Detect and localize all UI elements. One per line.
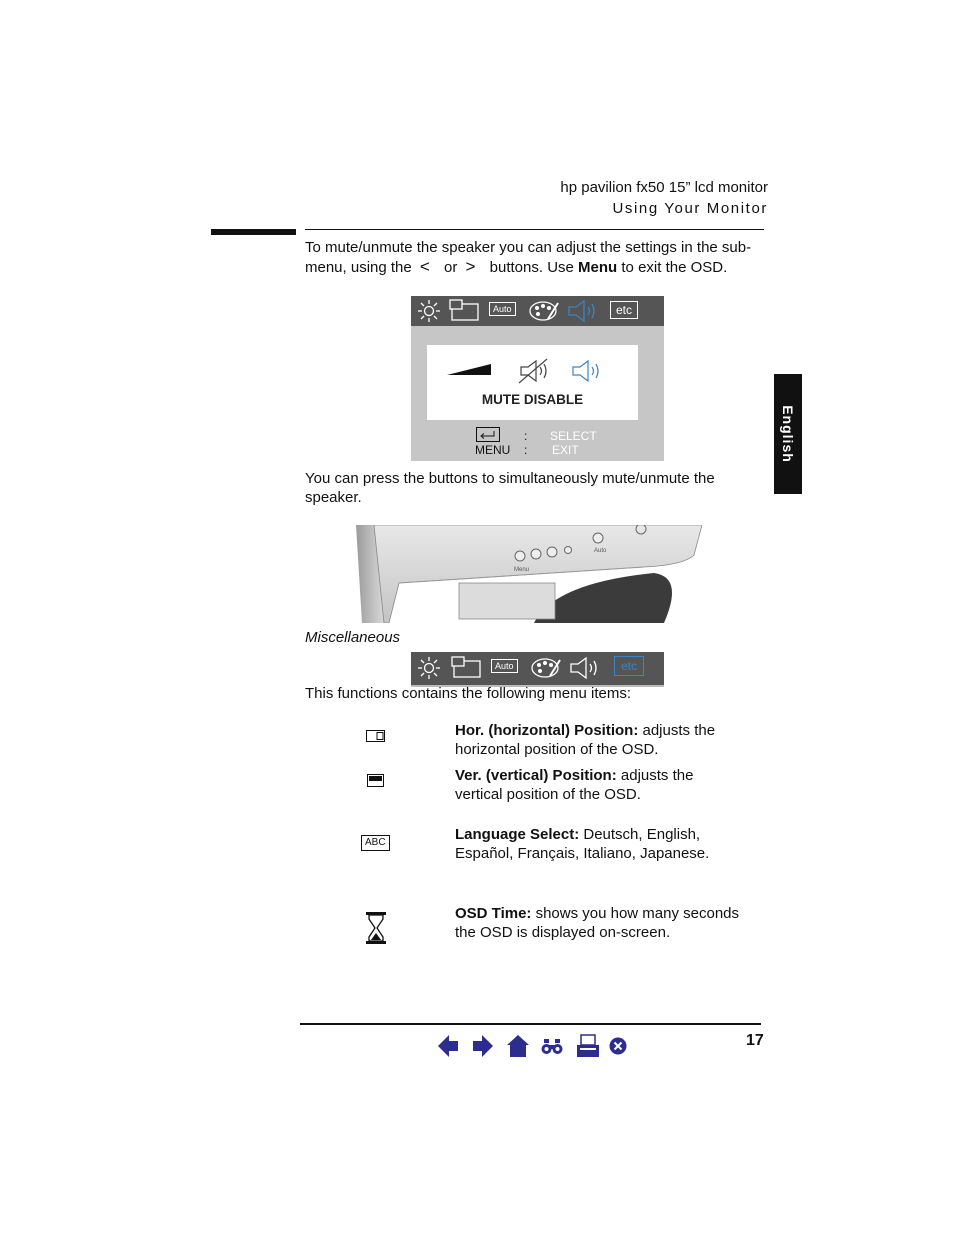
left-arrow-symbol: < [419, 257, 430, 276]
color-palette-icon [528, 299, 560, 323]
photo-auto-label: Auto [594, 548, 607, 554]
mute-buttons-paragraph: You can press the buttons to simultaneously mute/unmute the speaker. [305, 470, 715, 506]
photo-menu-label: Menu [514, 567, 530, 573]
auto-adjust-icon: Auto [489, 302, 516, 316]
close-exit-icon[interactable] [609, 1037, 627, 1055]
select-label: SELECT [550, 429, 597, 443]
auto-adjust-icon: Auto [491, 659, 518, 673]
header-rule [305, 229, 764, 230]
misc-heading: Miscellaneous [305, 629, 401, 646]
search-binoculars-icon[interactable] [541, 1037, 563, 1055]
doc-section: Using Your Monitor [612, 200, 768, 217]
mute-status-label: MUTE DISABLE [481, 392, 584, 407]
doc-title: hp pavilion fx50 15” lcd monitor [560, 179, 768, 196]
etc-menu-icon: etc [610, 301, 638, 319]
vertical-position-icon [367, 772, 385, 788]
intro-paragraph [305, 238, 765, 277]
intro-line-2: menu, using the < or > buttons. Use Menu to exit the OSD. [305, 257, 728, 276]
language-select-item: Language Select: Deutsch, English, Español, Français, Italiano, Japanese. [455, 826, 710, 862]
forward-arrow-icon[interactable] [472, 1034, 494, 1058]
osd-volume-panel [411, 296, 664, 461]
position-icon [449, 299, 481, 323]
exit-colon: : [524, 443, 528, 457]
print-icon[interactable] [576, 1034, 600, 1058]
monitor-front-panel-photo [354, 525, 702, 623]
footer-rule [300, 1023, 761, 1025]
osd-menu-bar [411, 296, 664, 326]
header-rule-thick [211, 229, 296, 235]
position-icon [451, 656, 483, 680]
brightness-icon [417, 656, 441, 680]
ver-position-item: Ver. (vertical) Position: adjusts the vertical position of the OSD. [455, 767, 694, 803]
color-palette-icon [530, 656, 562, 680]
brightness-icon [417, 299, 441, 323]
misc-intro: This functions contains the following menu items: [305, 685, 631, 702]
enter-key-icon [476, 427, 500, 442]
intro-line-1: To mute/unmute the speaker you can adjust the settings in the sub- [305, 239, 752, 256]
hor-position-item: Hor. (horizontal) Position: adjusts the horizontal position of the OSD. [455, 722, 716, 758]
page-number: 17 [746, 1032, 764, 1049]
osd-menu-bar-etc-selected [411, 652, 664, 687]
volume-submenu [427, 345, 638, 420]
etc-menu-icon: etc [614, 656, 644, 676]
menu-keyword: Menu [578, 259, 618, 276]
language-abc-icon: ABC [361, 835, 390, 851]
menu-key-label: MENU [475, 443, 511, 457]
select-colon: : [524, 429, 528, 443]
exit-label: EXIT [552, 443, 579, 457]
right-arrow-symbol: > [465, 257, 476, 276]
speaker-icon [566, 299, 600, 323]
language-side-tab: English [774, 374, 802, 494]
unmute-speaker-icon [569, 357, 605, 385]
mute-speaker-icon [517, 357, 553, 385]
osd-time-item: OSD Time: shows you how many seconds the OSD is displayed on-screen. [455, 905, 740, 941]
volume-ramp-icon [447, 363, 493, 377]
back-arrow-icon[interactable] [437, 1034, 459, 1058]
home-icon[interactable] [506, 1034, 530, 1058]
horizontal-position-icon [366, 729, 386, 743]
hourglass-icon [365, 911, 387, 945]
speaker-icon [568, 656, 602, 680]
